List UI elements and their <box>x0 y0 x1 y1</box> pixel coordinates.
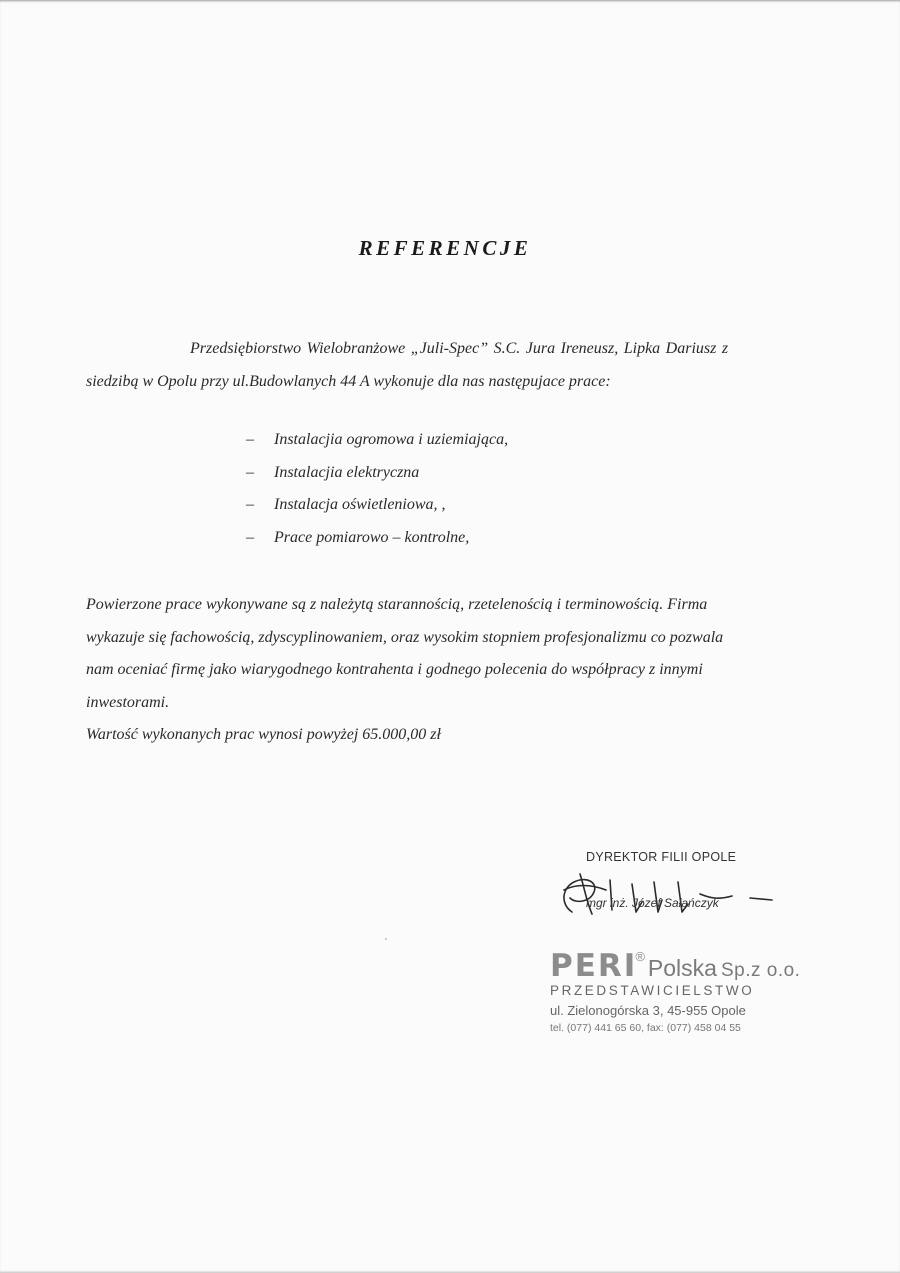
list-item: – Instalacja oświetleniowa, , <box>246 496 446 513</box>
list-item: – Prace pomiarowo – kontrolne, <box>246 528 470 546</box>
company-legal-form: Sp.z o.o. <box>720 960 801 981</box>
intro-line-1: Przedsiębiorstwo Wielobranżowe „Juli-Spec” S.C. Jura Ireneusz, Lipka Dariusz z <box>190 340 729 357</box>
list-dash: – <box>246 431 254 448</box>
list-item: – Instalacjia ogromowa i uziemiająca, <box>246 431 509 448</box>
intro-line-2: siedzibą w Opolu przy ul.Budowlanych 44 A wykonuje dla nas następujace prace: <box>86 373 611 390</box>
company-brand-row <box>550 948 850 982</box>
body-line: nam oceniać firmę jako wiarygodnego kontrahenta i godnego polecenia do współpracy z innymi <box>86 661 703 678</box>
company-name: Polska <box>647 955 717 981</box>
body-line: inwestorami. <box>86 693 170 711</box>
registered-mark: ® <box>635 949 645 964</box>
body-paragraph <box>86 589 826 752</box>
list-dash: – <box>246 528 254 546</box>
list-item: – Instalacjia elektryczna <box>246 463 420 481</box>
body-line: Powierzone prace wykonywane są z należytą starannością, rzetelenością i terminowością. Firma <box>86 596 708 613</box>
company-department: PRZEDSTAWICIELSTWO <box>550 983 755 998</box>
signature-icon <box>550 854 780 924</box>
paper-speck <box>385 938 387 940</box>
stamp-name: mgr inż. Józef Sałańczyk <box>586 896 719 910</box>
body-line: wykazuje się fachowością, zdyscyplinowaniem, oraz wysokim stopniem profesjonalizmu co pozwala <box>86 628 724 646</box>
company-address: ul. Zielonogórska 3, 45-955 Opole <box>550 1003 746 1018</box>
company-stamp <box>550 948 850 1034</box>
value-line: Wartość wykonanych prac wynosi powyżej 65.000,00 zł <box>86 726 441 743</box>
list-dash: – <box>246 496 254 513</box>
list-dash: – <box>246 463 254 481</box>
company-contact: tel. (077) 441 65 60, fax: (077) 458 04 55 <box>550 1022 741 1034</box>
brand-logo: PERI <box>550 948 638 984</box>
director-stamp <box>550 840 880 940</box>
stamp-title: DYREKTOR FILII OPOLE <box>586 850 737 864</box>
work-list <box>246 431 508 561</box>
document-title: REFERENCJE <box>358 236 532 260</box>
